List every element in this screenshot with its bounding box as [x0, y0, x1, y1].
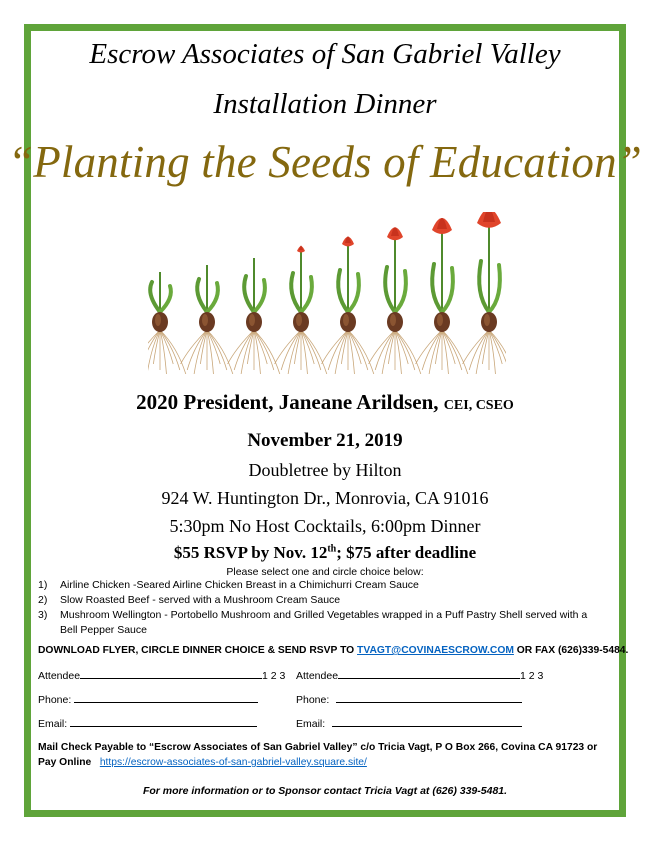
menu-item: [38, 593, 598, 608]
rsvp-fax: OR FAX (626)339-5484.: [513, 645, 629, 656]
event-title: Installation Dinner: [213, 88, 437, 120]
email-row-2: [296, 716, 522, 730]
email-field[interactable]: [332, 716, 522, 727]
menu-item: [38, 578, 598, 593]
event-date: November 21, 2019: [247, 430, 403, 451]
menu-item-number: 1): [38, 579, 48, 591]
president-line: [0, 390, 650, 415]
president-credentials: CEI, CSEO: [443, 398, 514, 413]
phone-row-1: [38, 692, 258, 706]
menu-item-text: Mushroom Wellington - Portobello Mushroom and Grilled Vegetables wrapped in a Puff Pastry Shell served with a Bell Pepper Sauce: [60, 609, 588, 636]
phone-row-2: [296, 692, 522, 706]
event-time: 5:30pm No Host Cocktails, 6:00pm Dinner: [169, 516, 481, 536]
event-address: 924 W. Huntington Dr., Monrovia, CA 91016: [161, 488, 489, 508]
phone-label: Phone:: [296, 694, 330, 706]
attendee-field[interactable]: [80, 668, 262, 679]
payment-text: Mail Check Payable to “Escrow Associates of San Gabriel Valley” c/o Tricia Vagt, P O Box 266, Covina CA 91723 or Pay Online: [38, 742, 598, 768]
phone-field[interactable]: [336, 692, 522, 703]
email-row-1: [38, 716, 257, 730]
phone-label: Phone:: [38, 694, 72, 706]
menu-item-number: 3): [38, 609, 48, 621]
attendee-label: Attendee: [38, 670, 81, 682]
price-late: ; $75 after deadline: [336, 543, 477, 562]
menu-instruction: Please select one and circle choice below:: [226, 566, 424, 578]
attendee-row-2: [296, 668, 543, 682]
attendee-row-1: [38, 668, 285, 682]
president-name: 2020 President, Janeane Arildsen,: [136, 390, 439, 414]
email-field[interactable]: [70, 716, 257, 727]
event-price: [0, 543, 650, 563]
phone-field[interactable]: [74, 692, 258, 703]
menu-item-text: Slow Roasted Beef - served with a Mushroom Cream Sauce: [60, 594, 341, 606]
menu-item-number: 2): [38, 594, 48, 606]
choice-numbers: 1 2 3: [520, 670, 544, 682]
choice-numbers: 1 2 3: [262, 670, 286, 682]
org-title: Escrow Associates of San Gabriel Valley: [89, 38, 561, 70]
menu-item-text: Airline Chicken -Seared Airline Chicken Breast in a Chimichurri Cream Sauce: [60, 579, 419, 591]
email-label: Email:: [296, 718, 326, 730]
attendee-label: Attendee: [296, 670, 339, 682]
rsvp-instructions: [38, 645, 628, 656]
menu-list: [38, 578, 598, 638]
contact-footer: For more information or to Sponsor contact Tricia Vagt at (626) 339-5481.: [142, 785, 508, 797]
menu-item: [38, 608, 598, 638]
rsvp-email-link[interactable]: TVAGT@COVINAESCROW.COM: [357, 645, 514, 656]
attendee-field[interactable]: [338, 668, 520, 679]
event-venue: Doubletree by Hilton: [248, 460, 402, 480]
email-label: Email:: [38, 718, 68, 730]
payment-link[interactable]: https://escrow-associates-of-san-gabriel-valley.square.site/: [99, 757, 367, 768]
tulip-bulbs-image: [148, 212, 506, 374]
theme-title: “Planting the Seeds of Education”: [7, 137, 643, 187]
rsvp-prefix: DOWNLOAD FLYER, CIRCLE DINNER CHOICE & SEND RSVP TO: [38, 645, 358, 656]
price-sup: th: [327, 543, 337, 555]
payment-info: [38, 740, 618, 770]
price-early: $55 RSVP by Nov. 12: [173, 543, 328, 562]
